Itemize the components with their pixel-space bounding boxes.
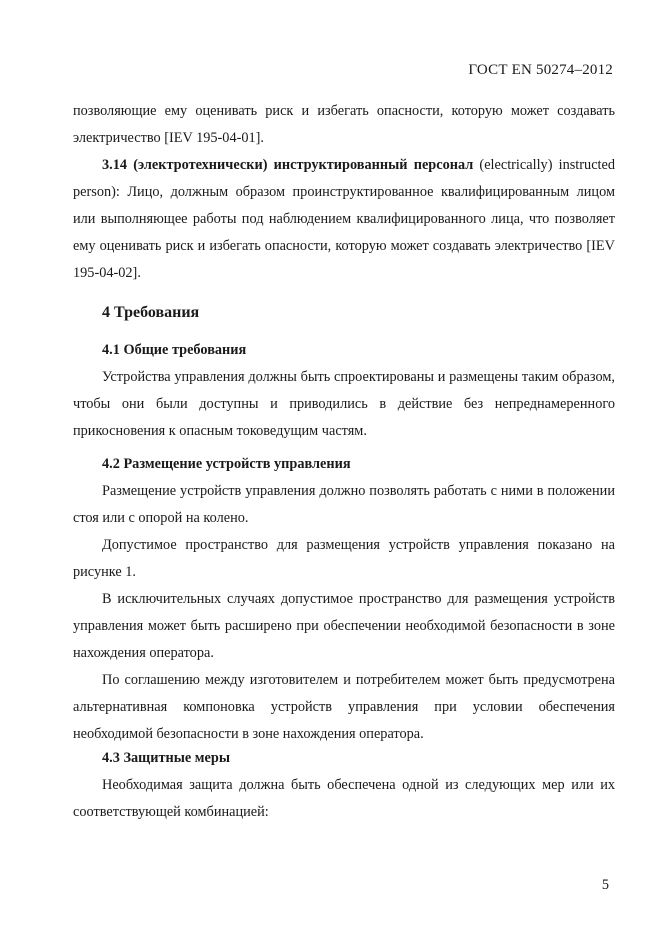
section-4-1-title: 4.1 Общие требования — [102, 342, 247, 358]
section-4-1-paragraph: Устройства управления должны быть спроектированы и размещены таким образом, чтобы они были доступны и приводились в действие без непреднамеренного прикосновения к опасным токоведущим частям. — [73, 369, 615, 439]
section-4-3 — [73, 745, 615, 826]
section-4-2 — [73, 451, 615, 748]
term-3-14: 3.14 (электротехнически) инструктированный персонал — [102, 157, 474, 173]
section-4-2-paragraph-4: По соглашению между изготовителем и потребителем может быть предусмотрена альтернативная компоновка устройств управления при условии обеспечения необходимой безопасности в зоне нахождения оператора. — [73, 672, 615, 742]
section-4 — [73, 299, 615, 326]
definition-3-14 — [73, 152, 615, 287]
section-4-2-paragraph-3: В исключительных случаях допустимое пространство для размещения устройств управления может быть расширено при обеспечении необходимой безопасности в зоне нахождения оператора. — [73, 591, 615, 661]
document-code: ГОСТ EN 50274–2012 — [468, 62, 613, 78]
section-4-2-title: 4.2 Размещение устройств управления — [102, 456, 351, 472]
section-4-2-paragraph-1: Размещение устройств управления должно позволять работать с ними в положении стоя или с опорой на колено. — [73, 483, 615, 526]
section-4-3-title: 4.3 Защитные меры — [102, 750, 230, 766]
section-4-title: 4 Требования — [102, 304, 200, 321]
page-number: 5 — [601, 877, 609, 893]
definition-3-14-text: (electrically) instructed person): Лицо, должным образом проинструктированное квалифицированным лицом или выполняющее работы под наблюдением квалифицированного лица, что позволяет ему оценивать риск и избегать опасности, которую может создавать электричество [IEV 195-04-02]. — [73, 157, 615, 281]
section-4-2-paragraph-2: Допустимое пространство для размещения устройств управления показано на рисунке 1. — [73, 537, 615, 580]
section-4-1 — [73, 337, 615, 445]
section-4-3-paragraph: Необходимая защита должна быть обеспечена одной из следующих мер или их соответствующей комбинацией: — [73, 777, 615, 820]
section-3-continuation — [73, 98, 615, 287]
paragraph-continuation: позволяющие ему оценивать риск и избегать опасности, которую может создавать электричество [IEV 195-04-01]. — [73, 103, 615, 146]
